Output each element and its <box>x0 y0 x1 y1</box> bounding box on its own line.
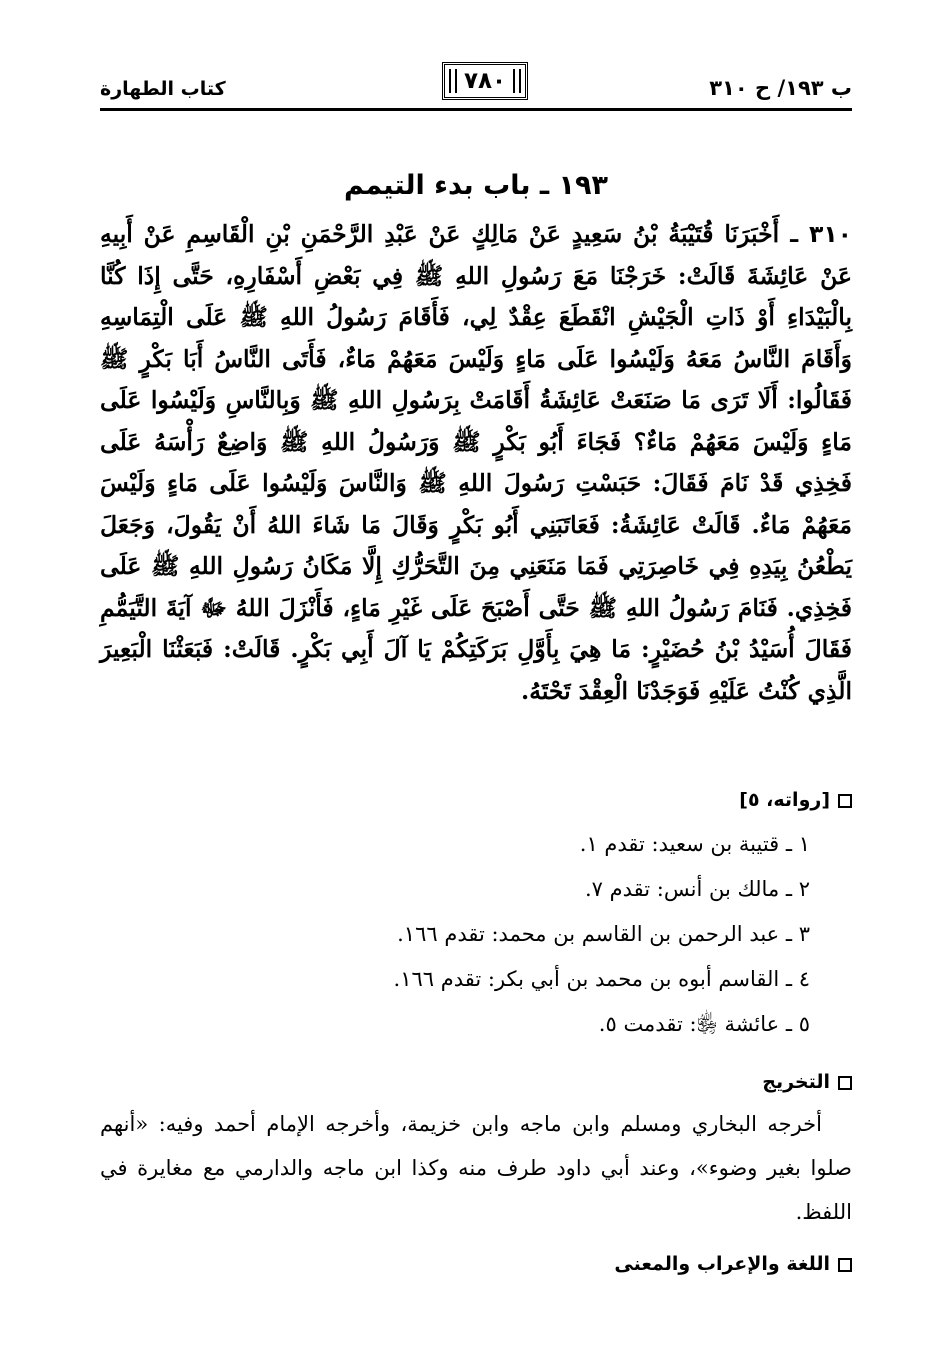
narrators-heading <box>100 786 852 814</box>
list-item: ٤ ـ القاسم أبوه بن محمد بن أبي بكر: تقدم ١٦٦. <box>393 967 810 991</box>
square-bullet-icon <box>838 1076 852 1090</box>
chapter-reference: ب ١٩٣/ ح ٣١٠ <box>709 76 852 100</box>
hadith-number: ٣١٠ ـ <box>790 220 853 248</box>
takhrij-heading <box>100 1068 852 1096</box>
lugha-heading <box>100 1250 852 1278</box>
narrators-heading-label: [رواته، ٥] <box>739 789 830 811</box>
narrators-list <box>210 822 810 1047</box>
list-item: ٢ ـ مالك بن أنس: تقدم ٧. <box>584 877 810 901</box>
hadith-text <box>100 214 852 712</box>
page-number-frame <box>442 62 528 100</box>
square-bullet-icon <box>838 1258 852 1272</box>
page-header <box>100 62 852 108</box>
chapter-title: ١٩٣ ـ باب بدء التيمم <box>344 170 608 201</box>
takhrij-heading-label: التخريج <box>762 1071 830 1093</box>
header-rule <box>100 108 852 111</box>
list-item: ٥ ـ عائشة ﵂: تقدمت ٥. <box>598 1012 810 1036</box>
lugha-heading-label: اللغة والإعراب والمعنى <box>614 1253 830 1275</box>
page-number: ٧٨٠ <box>463 68 507 94</box>
takhrij-text: أخرجه البخاري ومسلم وابن ماجه وابن خزيمة، وأخرجه الإمام أحمد وفيه: «أنهم صلوا بغير وضوء»، وعند أبي داود طرف منه وكذا ابن ماجه والدارمي مع مغايرة في اللفظ. <box>100 1112 852 1224</box>
hadith-body: أَخْبَرَنَا قُتَيْبَةُ بْنُ سَعِيدٍ عَنْ مَالِكٍ عَنْ عَبْدِ الرَّحْمَنِ بْنِ الْقَاسِمِ عَنْ أَبِيهِ عَنْ عَائِشَةَ قَالَتْ: خَرَجْنَا مَعَ رَسُولِ اللهِ ﷺ فِي بَعْضِ أَسْفَارِهِ، حَتَّى إِذَا كُنَّا بِالْبَيْدَاءِ أَوْ ذَاتِ الْجَيْشِ انْقَطَعَ عِقْدٌ لِي، فَأَقَامَ رَسُولُ اللهِ ﷺ عَلَى الْتِمَاسِهِ وَأَقَامَ النَّاسُ مَعَهُ وَلَيْسُوا عَلَى مَاءٍ وَلَيْسَ مَعَهُمْ مَاءٌ، فَأَتَى النَّاسُ أَبَا بَكْرٍ ﷺ فَقَالُوا: أَلَا تَرَى مَا صَنَعَتْ عَائِشَةُ أَقَامَتْ بِرَسُولِ اللهِ ﷺ وَبِالنَّاسِ وَلَيْسُوا عَلَى مَاءٍ وَلَيْسَ مَعَهُمْ مَاءٌ؟ فَجَاءَ أَبُو بَكْرٍ ﷺ وَرَسُولُ اللهِ ﷺ وَاضِعٌ رَأْسَهُ عَلَى فَخِذِي قَدْ نَامَ فَقَالَ: حَبَسْتِ رَسُولَ اللهِ ﷺ وَالنَّاسَ وَلَيْسُوا عَلَى مَاءٍ وَلَيْسَ مَعَهُمْ مَاءٌ. قَالَتْ عَائِشَةُ: فَعَاتَبَنِي أَبُو بَكْرٍ وَقَالَ مَا شَاءَ اللهُ أَنْ يَقُولَ، وَجَعَلَ يَطْعُنُ بِيَدِهِ فِي خَاصِرَتِي فَمَا مَنَعَنِي مِنَ التَّحَرُّكِ إِلَّا مَكَانُ رَسُولِ اللهِ ﷺ عَلَى فَخِذِي. فَنَامَ رَسُولُ اللهِ ﷺ حَتَّى أَصْبَحَ عَلَى غَيْرِ مَاءٍ، فَأَنْزَلَ اللهُ ﷻ آيَةَ التَّيَمُّمِ فَقَالَ أُسَيْدُ بْنُ حُضَيْرٍ: مَا هِيَ بِأَوَّلِ بَرَكَتِكُمْ يَا آلَ أَبِي بَكْرٍ. قَالَتْ: فَبَعَثْنَا الْبَعِيرَ الَّذِي كُنْتُ عَلَيْهِ فَوَجَدْنَا الْعِقْدَ تَحْتَهُ. <box>100 220 852 705</box>
book-title: كتاب الطهارة <box>100 78 226 100</box>
list-item: ٣ ـ عبد الرحمن بن القاسم بن محمد: تقدم ١٦٦. <box>397 922 810 946</box>
list-item: ١ ـ قتيبة بن سعيد: تقدم ١. <box>579 832 810 856</box>
square-bullet-icon <box>838 794 852 808</box>
